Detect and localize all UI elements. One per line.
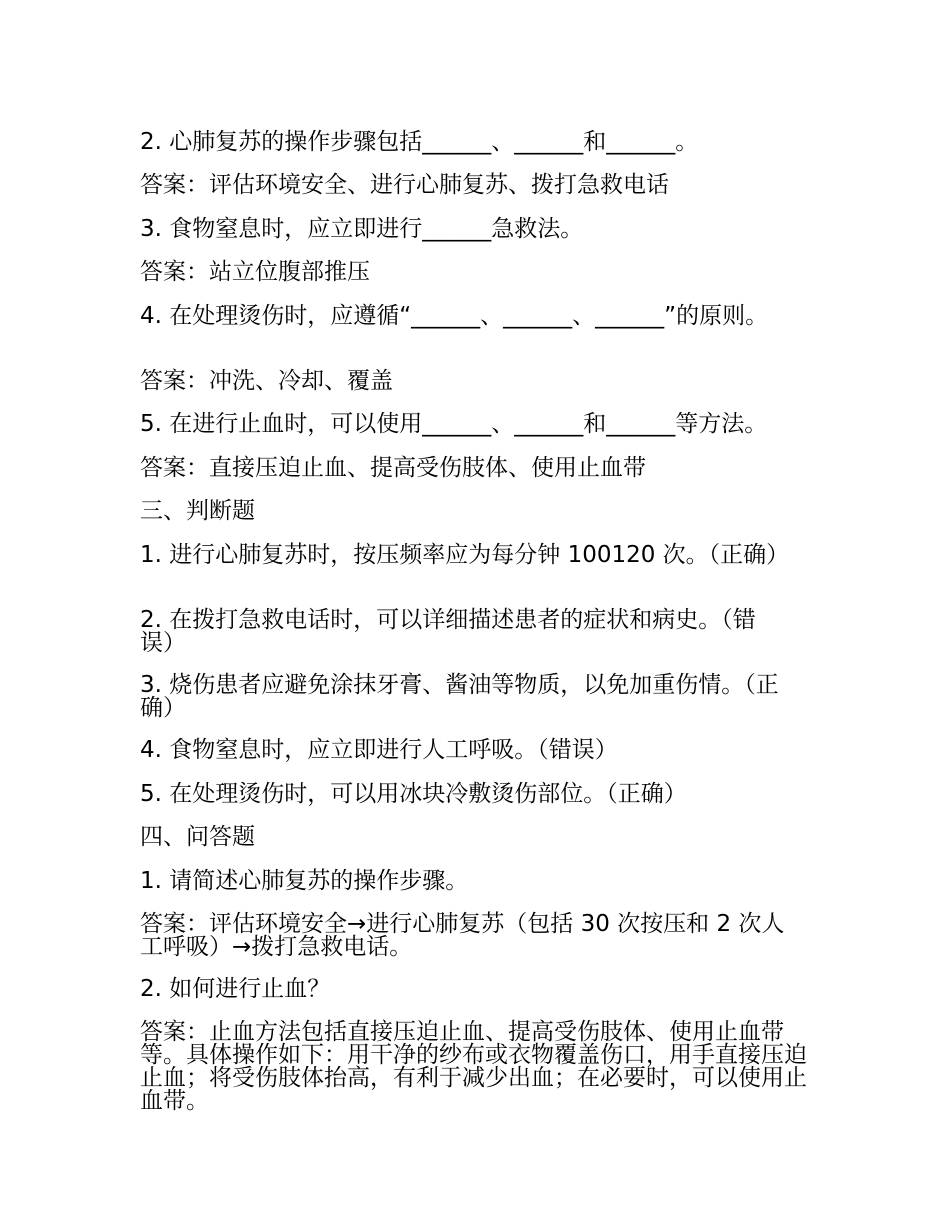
true-false-item-2: 2. 在拨打急救电话时，可以详细描述患者的症状和病史。（错误） — [140, 607, 756, 656]
true-false-item-3: 3. 烧伤患者应避免涂抹牙膏、酱油等物质，以免加重伤情。（正确） — [140, 672, 779, 721]
true-false-item-1: 1. 进行心肺复苏时，按压频率应为每分钟 100120 次。（正确） — [140, 542, 790, 568]
section-heading-true-false: 三、判断题 — [140, 498, 255, 524]
fill-blank-question-5: 5. 在进行止血时，可以使用______、______和______等方法。 — [140, 411, 768, 437]
qa-question-1: 1. 请简述心肺复苏的操作步骤。 — [140, 868, 469, 894]
fill-blank-question-2: 2. 心肺复苏的操作步骤包括______、______和______。 — [140, 129, 699, 155]
section-heading-qa: 四、问答题 — [140, 824, 255, 850]
answer-line: 答案：冲洗、冷却、覆盖 — [140, 368, 393, 394]
answer-line: 答案：评估环境安全、进行心肺复苏、拨打急救电话 — [140, 172, 669, 198]
qa-question-2: 2. 如何进行止血？ — [140, 976, 331, 1002]
fill-blank-question-4: 4. 在处理烫伤时，应遵循“______、______、______”的原则。 — [140, 303, 769, 329]
qa-answer-1: 答案：评估环境安全→进行心肺复苏（包括 30 次按压和 2 次人工呼吸）→拨打急救电话。 — [140, 911, 785, 960]
answer-line: 答案：直接压迫止血、提高受伤肢体、使用止血带 — [140, 455, 646, 481]
qa-answer-2: 答案：止血方法包括直接压迫止血、提高受伤肢体、使用止血带等。具体操作如下：用干净的纱布或衣物覆盖伤口，用手直接压迫止血；将受伤肢体抬高，有利于减少出血；在必要时，可以使用止血带。 — [140, 1019, 807, 1114]
fill-blank-question-3: 3. 食物窒息时，应立即进行______急救法。 — [140, 216, 584, 242]
answer-line: 答案：站立位腹部推压 — [140, 259, 370, 285]
true-false-item-4: 4. 食物窒息时，应立即进行人工呼吸。（错误） — [140, 737, 618, 763]
true-false-item-5: 5. 在处理烫伤时，可以用冰块冷敷烫伤部位。（正确） — [140, 781, 687, 807]
